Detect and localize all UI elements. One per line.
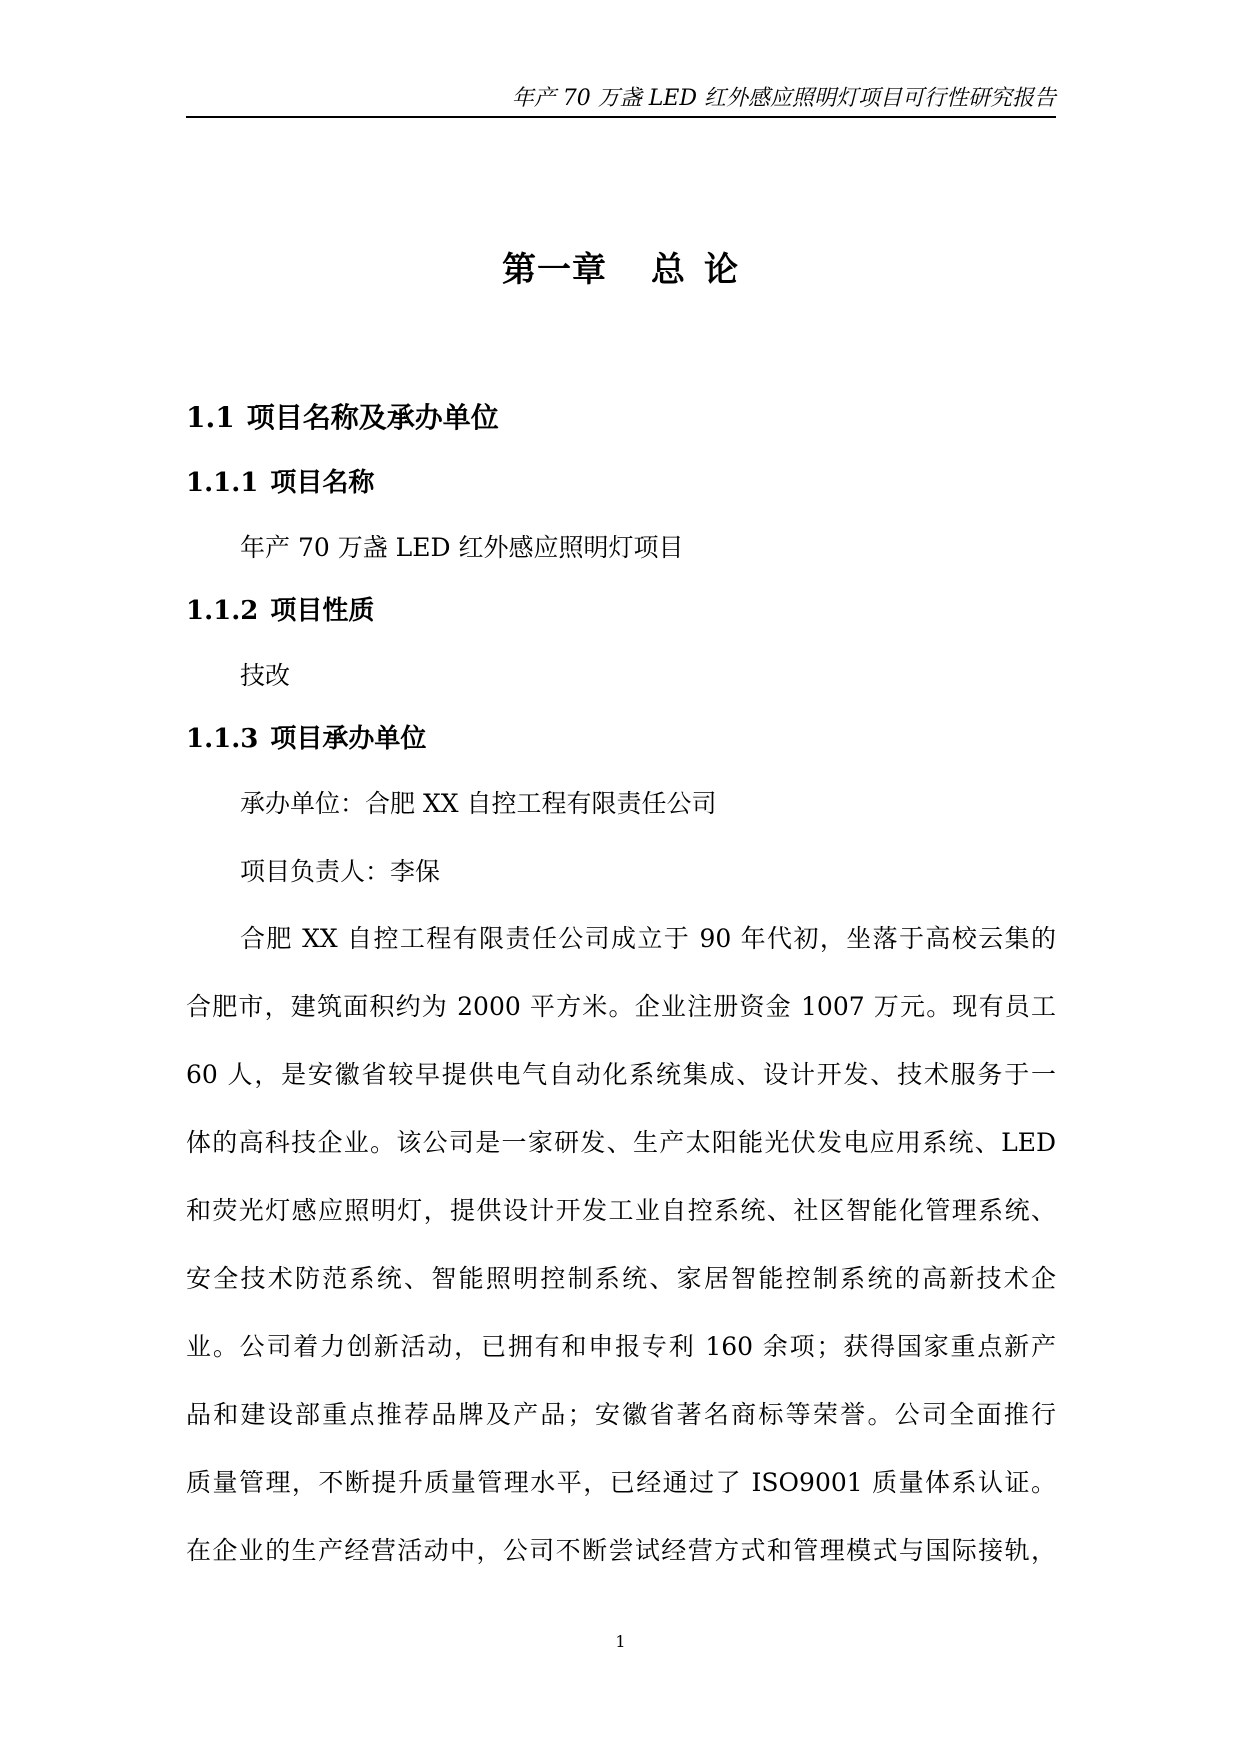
chapter-title (0, 246, 1241, 294)
section-title: 项目名称 (270, 468, 375, 498)
paragraph-line: 合肥 XX 自控工程有限责任公司成立于 90 年代初，坐落于高校云集的 (240, 924, 1056, 953)
section-heading-1-1 (186, 398, 499, 438)
chapter-title-char-2: 论 (704, 250, 739, 290)
section-title: 项目名称及承办单位 (246, 401, 499, 434)
paragraph-line: 业。公司着力创新活动，已拥有和申报专利 160 余项；获得国家重点新产 (186, 1332, 1056, 1361)
paragraph-line: 60 人，是安徽省较早提供电气自动化系统集成、设计开发、技术服务于一 (186, 1060, 1056, 1089)
project-leader-text: 项目负责人：李保 (240, 857, 441, 886)
section-number: 1.1.1 (186, 468, 259, 498)
paragraph-line: 在企业的生产经营活动中，公司不断尝试经营方式和管理模式与国际接轨， (186, 1536, 1056, 1565)
chapter-title-char-1: 总 (651, 250, 686, 290)
paragraph-line: 合肥市，建筑面积约为 2000 平方米。企业注册资金 1007 万元。现有员工 (186, 992, 1056, 1021)
paragraph-line: 品和建设部重点推荐品牌及产品；安徽省著名商标等荣誉。公司全面推行 (186, 1400, 1056, 1429)
page-number: 1 (615, 1632, 626, 1651)
paragraph-line: 质量管理，不断提升质量管理水平，已经通过了 ISO9001 质量体系认证。 (186, 1468, 1056, 1497)
section-heading-1-1-1 (186, 464, 374, 502)
section-title: 项目性质 (270, 596, 375, 626)
project-name-text: 年产 70 万盏 LED 红外感应照明灯项目 (240, 533, 684, 562)
host-unit-text: 承办单位：合肥 XX 自控工程有限责任公司 (240, 789, 717, 818)
running-header-title: 年产 70 万盏 LED 红外感应照明灯项目可行性研究报告 (511, 86, 1056, 111)
section-heading-1-1-2 (186, 592, 374, 630)
section-heading-1-1-3 (186, 720, 426, 758)
section-number: 1.1 (186, 401, 235, 434)
running-header (186, 86, 1056, 118)
section-title: 项目承办单位 (270, 724, 427, 754)
chapter-number: 第一章 (502, 250, 607, 290)
section-number: 1.1.2 (186, 596, 259, 626)
paragraph-line: 和荧光灯感应照明灯，提供设计开发工业自控系统、社区智能化管理系统、 (186, 1196, 1056, 1225)
paragraph-line: 安全技术防范系统、智能照明控制系统、家居智能控制系统的高新技术企 (186, 1264, 1056, 1293)
project-nature-text: 技改 (240, 661, 291, 690)
paragraph-line: 体的高科技企业。该公司是一家研发、生产太阳能光伏发电应用系统、LED (186, 1128, 1056, 1157)
section-number: 1.1.3 (186, 724, 259, 754)
